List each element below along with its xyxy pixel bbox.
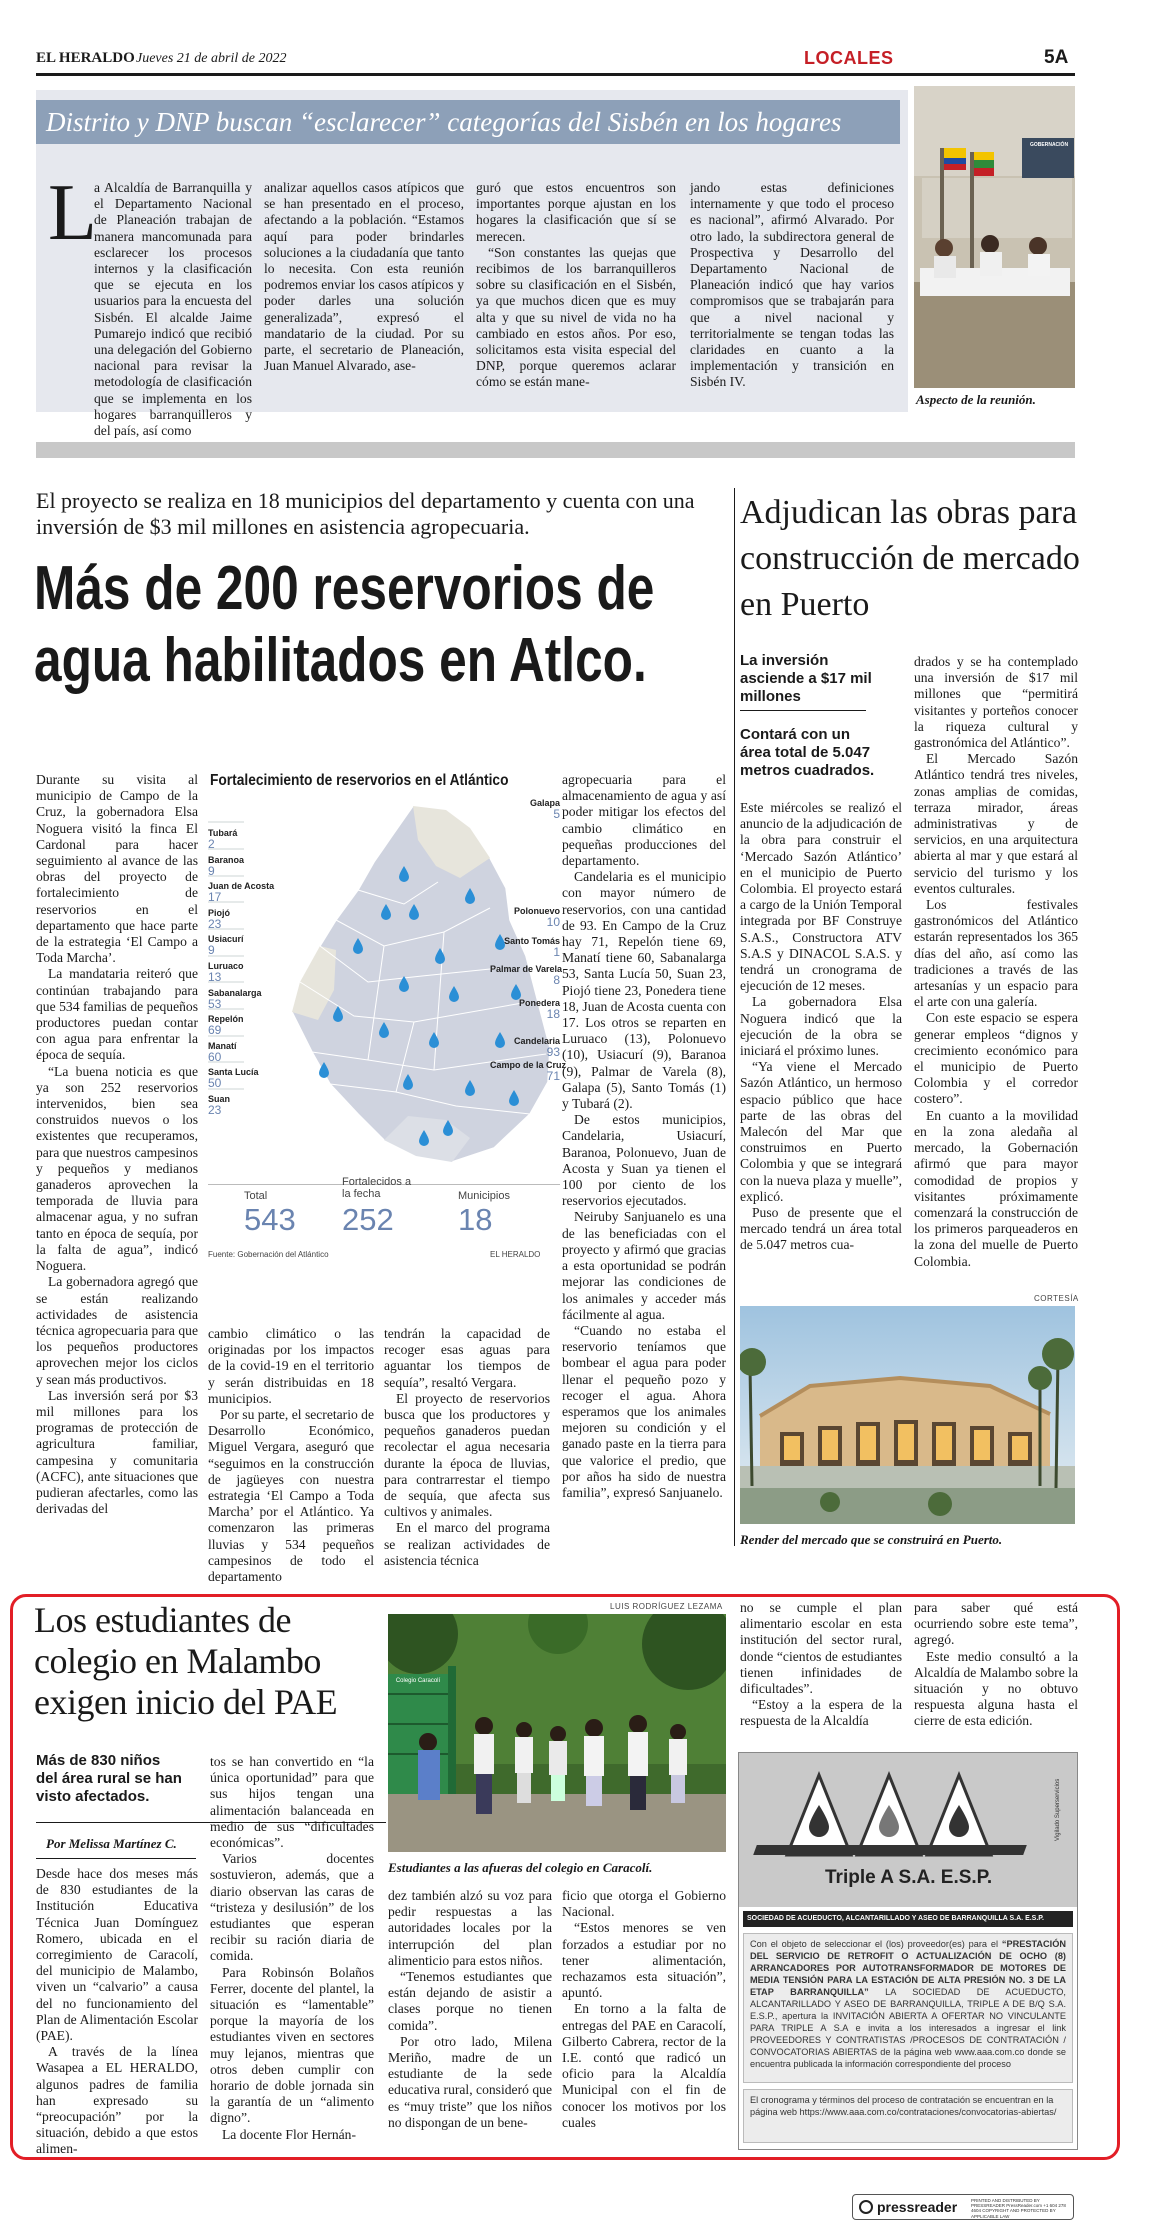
mercado-render	[740, 1306, 1075, 1524]
pae-col-2: tos se han convertido en “la única oportunidad” para que sus hijos tengan una alimentación balanceada en medio de sus “dificultades económicas”. Varios docentes sostuvieron, además, que a diario observan las caras de “tristeza y desilusión” de los estudiantes que esperan recibir su ración diaria de comida. Para Robinsón Bolaños Ferrer, docente del plantel, la situación es “lamentable” porque la mayoría de los estudiantes viven en sectores muy lejanos, mientras que otros deben cumplir con horario de doble jornada sin la garantía de un “alimento digno”. La docente Flor Hernán-	[210, 1754, 374, 2142]
graphic-mun-label: Municipios	[458, 1190, 510, 1202]
graphic-municipality	[208, 1014, 288, 1037]
pae-col-5: no se cumple el plan alimentario escolar en esta institución del sector rural, donde “cientos de estudiantes tienen infinidades de dificultades”. “Estoy a la espera de la respuesta de la Alcaldía	[740, 1600, 902, 1729]
aaa-side: Vigilado Superservicios	[1055, 1778, 1061, 1841]
graphic-municipality-name: Galapa	[529, 798, 560, 808]
graphic-municipality-name: Tubará	[208, 828, 238, 838]
mercado-col-1: Este miércoles se realizó el anuncio de la adjudicación de la obra para construir el ‘Mercado Sazón Atlántico’ en el municipio de Puerto Colombia. El proyecto estará a cargo de la Unión Temporal integrada por BF Construye S.A.S., Constructora ATV S.A.S y DINACOL S.A.S. y tendrá un cronograma de ejecución de 12 meses. La gobernadora Elsa Noguera indicó que la ejecución de la obra se iniciará el próximo lunes. “Ya viene el Mercado Sazón Atlántico, un hermoso espacio público que hace parte de las obras del Malecón del Mar que construimos en Puerto Colombia y que se integrará con la nueva plaza y muelle”, explicó. Puso de presente que el mercado tendrá un área total de 5.047 metros cua-	[740, 800, 902, 1253]
graphic-municipality-name: Sabanalarga	[208, 987, 262, 998]
reservorios-col-3: tendrán la capacidad de recoger esas aguas para aguantar los tiempos de sequía”, resaltó Vergara. El proyecto de reservorios busca que los productores y pequeños ganaderos puedan recolectar el agua necesaria durante la época de lluvias, para contrarrestar el tiempo de sequía, que afecta sus cultivos y animales. En el marco del programa se realizan actividades de asistencia técnica	[384, 1326, 550, 1568]
header-rule	[36, 73, 1075, 76]
graphic-municipality-value: 50	[208, 1076, 222, 1091]
graphic-fort: 252	[342, 1202, 394, 1237]
graphic-municipality-value: 9	[208, 863, 215, 878]
graphic-municipality-name: Usiacurí	[208, 934, 244, 945]
sisben-col-1: a Alcaldía de Barranquilla y el Departamento Nacional de Planeación trabajan de manera mancomunada para esclarecer los procesos internos y la clasificación que se ejecuta en los usuarios para la encuesta del Sisbén. El alcalde Jaime Pumarejo indicó que recibió una delegación del Gobierno nacional para revisar la metodología de clasificación que se implementa en los hogares barranquilleros y del país, así como	[94, 180, 252, 439]
reservorios-kicker: El proyecto se realiza en 18 municipios del departamento y cuenta con una inversión de $3 mil millones en asistencia agropecuaria.	[36, 488, 695, 539]
graphic-municipality-value: 23	[208, 1103, 222, 1117]
graphic-total-label: Total	[244, 1190, 268, 1202]
mercado-highlight-2: Contará con un área total de 5.047 metros cuadrados.	[740, 726, 875, 779]
pressreader-icon	[859, 2200, 873, 2214]
section-name: LOCALES	[804, 48, 894, 68]
aaa-notice: Con el objeto de seleccionar el (los) proveedor(es) para el “PRESTACIÓN DEL SERVICIO DE RETROFIT O ACTUALIZACIÓN DE OCHO (8) ARRANCADORES POR AUTOTRANSFORMADOR DE MOTORES DE MEDIA TENSIÓN PARA LA ESTACIÓN DE ALTA PRESIÓN NO. 3 DE LA ETAP BARRANQUILLA” LA SOCIEDAD DE ACUEDUCTO, ALCANTARILLADO Y ASEO DE BARRANQUILLA, TRIPLE A DE B/Q S.A. E.S.P., apertura la INVITACIÓN ABIERTA A OFERTAR NO VINCULANTE PARA TRIPLE A S.A e invita a los interesados a ingresar el link PROVEEDORES Y CONTRATISTAS /PROCESOS DE CONTRATACIÓN / CONVOCATORIAS ABIERTAS de la página web www.aaa.com.co donde se encuentra publicada la información correspondiente del proceso	[743, 1933, 1073, 2083]
graphic-municipality	[490, 1036, 560, 1059]
sisben-col-2: analizar aquellos casos atípicos que se han presentado en el proceso, afectando a la población. “Estamos aquí para poder brindarles soluciones a la ciudadanía que tanto lo necesita. Con esta reunión podremos enviar los casos atípicos y poder darles una solución generalizada”, expresó el mandatario de la ciudad. Por su parte, el secretario de Planeación, Juan Manuel Alvarado, ase-	[264, 180, 464, 374]
graphic-municipality-value: 23	[208, 916, 222, 931]
separator-bar	[36, 442, 1075, 458]
graphic-municipality-value: 17	[208, 890, 222, 905]
graphic-municipality	[490, 798, 560, 821]
graphic-municipality-value: 9	[208, 943, 215, 958]
masthead-date: Jueves 21 de abril de 2022	[136, 51, 287, 66]
graphic-municipality-name: Palmar de Varela	[490, 964, 563, 974]
graphic-municipality-value: 53	[208, 996, 222, 1011]
graphic-municipality	[490, 906, 560, 929]
graphic-municipality	[208, 1067, 288, 1090]
pae-photo-sign: Colegio Caracolí	[395, 1678, 441, 1684]
graphic-total: 543	[244, 1202, 296, 1237]
graphic-municipality-name: Santa Lucía	[208, 1067, 259, 1078]
graphic-municipality-name: Santo Tomás	[504, 936, 560, 946]
graphic-source: Fuente: Gobernación del Atlántico	[208, 1250, 329, 1259]
column-divider	[734, 488, 735, 1546]
graphic-municipality-name: Campo de la Cruz	[490, 1060, 567, 1070]
graphic-municipality	[208, 961, 288, 984]
sisben-col-4: jando estas definiciones internamente y que todo el proceso es nacional”, afirmó Alvarado. Por otro lado, la subdirectora general de Prospectiva y Desarrollo del Departamento Nacional de Planeación indicó que hay varios compromisos que se trabajarán para que a nivel nacional y territorialmente se tengan todas las claridades en cuanto a la implementación y transición en Sisbén IV.	[690, 180, 894, 390]
graphic-municipality-name: Juan de Acosta	[208, 881, 275, 892]
graphic-fort-label: Fortalecidos a la fecha	[342, 1176, 412, 1200]
sisben-title: Distrito y DNP buscan “esclarecer” categorías del Sisbén en los hogares	[46, 107, 842, 137]
graphic-municipality-value: 5	[553, 807, 560, 821]
mercado-credit: CORTESÍA	[1034, 1294, 1079, 1303]
mercado-col-2: drados y se ha contemplado una inversión de $17 mil millones que “permitirá visitantes y porteños conocer la riqueza cultural y gastronómica del Atlántico”. El Mercado Sazón Atlántico tendrá tres niveles, zonas amplias de comidas, terraza mirador, áreas administrativas y de servicios, en una arquitectura abierta al mar y que estará al servicio del turismo y los eventos culturales. Los festivales gastronómicos del Atlántico estarán representados los 365 días del año, así como las tradiciones a través de las artesanías y un espacio para el arte con una galería. Con este espacio se espera generar empleos “dignos y crecimiento económico para el municipio de Puerto Colombia y el corredor costero”. En cuanto a la movilidad en la zona aledaña al mercado, la Gobernación afirmó que para mayor comodidad de propios y visitantes próximamente comenzará la construcción de los primeros parqueaderos en la zona del muelle de Puerto Colombia.	[914, 654, 1078, 1269]
graphic-municipality	[208, 934, 288, 957]
graphic-municipality-value: 71	[546, 1069, 560, 1083]
pae-credit: LUIS RODRÍGUEZ LEZAMA	[610, 1602, 723, 1611]
graphic-municipality-name: Luruaco	[208, 961, 244, 971]
graphic-municipality	[490, 1060, 567, 1083]
graphic-municipality	[208, 988, 288, 1011]
graphic-municipality	[490, 936, 560, 959]
meeting-photo	[914, 86, 1075, 388]
reservorios-col-4: agropecuaria para el almacenamiento de agua y así poder mitigar los efectos del cambio climático en pequeñas producciones del departamento. Candelaria es el municipio con mayor número de reservorios, con una cantidad de 93. En Campo de la Cruz hay 71, Repelón tiene 69, Manatí tiene 60, Sabanalarga 53, Santa Lucía 50, Suan 23, Piojó tiene 23, Ponedera tiene 18, Juan de Acosta cuenta con 17. Los otros se reparten en Luruaco (13), Polonuevo (10), Usiacurí (9), Baranoa (9), Palmar de Varela (8), Galapa (5), Santo Tomás (1) y Tubará (2). De estos municipios, Candelaria, Usiacurí, Baranoa, Polonuevo, Juan de Acosta y Suan ya tienen el 100 por ciento de los reservorios ejecutados. Neiruby Sanjuanelo es una de las beneficiadas con el proyecto y afirmó que gracias a esta oportunidad se podrán mejorar las condiciones de los animales y acceder más fácilmente al agua. “Cuando no estaba el reservorio teníamos que bombear el agua para poder llenar el pequeño pozo y recoger el agua. Ahora esperamos que los animales mejoren su condición y el ganado paste en la tierra para que valorice el predio, que por años ha sido de nuestra familia”, expresó Sanjuanelo.	[562, 772, 726, 1500]
aaa-bar: SOCIEDAD DE ACUEDUCTO, ALCANTARILLADO Y ASEO DE BARRANQUILLA S.A. E.S.P.	[743, 1911, 1073, 1927]
graphic-municipality	[208, 1094, 288, 1117]
pae-title: Los estudiantes de colegio en Malambo exigen inicio del PAE	[34, 1600, 338, 1722]
meeting-sign: GOBERNACIÓN	[1030, 142, 1069, 148]
graphic-municipality-value: 18	[546, 1007, 560, 1021]
pae-col-3: dez también alzó su voz para pedir respuestas a las autoridades locales por la interrupción del plan alimenticio para estos niños. “Tenemos estudiantes que están dejando de asistir a clases porque no tienen comida”. Por otro lado, Milena Meriño, madre de un estudiante de la sede educativa rural, consideró que es “muy triste” que los niños no dispongan de un bene-	[388, 1888, 552, 2130]
pae-caption: Estudiantes a las afueras del colegio en Caracolí.	[388, 1860, 653, 1875]
graphic-municipality-value: 10	[546, 915, 560, 929]
graphic-brand: EL HERALDO	[490, 1250, 541, 1259]
masthead-paper: EL HERALDO	[36, 50, 135, 66]
graphic-municipality-value: 69	[208, 1023, 222, 1038]
pae-col-4: ficio que otorga el Gobierno Nacional. “Estos menores se ven forzados a estudiar por no tener alimentación, rechazamos esta situación”, apuntó. En torno a la falta de entregas del PAE en Caracolí, Gilberto Cabrera, rector de la I.E. contó que radicó un oficio para la Alcaldía Municipal con el fin de conocer los motivos por los cuales	[562, 1888, 726, 2130]
pae-photo	[388, 1614, 726, 1852]
graphic-municipality-value: 8	[553, 973, 560, 987]
mercado-highlight-1: La inversión asciende a $17 mil millones	[740, 652, 872, 705]
graphic-municipality-name: Repelón	[208, 1014, 244, 1025]
graphic-municipality	[208, 855, 288, 878]
graphic-municipality	[208, 828, 288, 851]
mercado-caption: Render del mercado que se construirá en Puerto.	[740, 1532, 1003, 1547]
pressreader-meta: PRINTED AND DISTRIBUTED BY PRESSREADER PressReader.com +1 604 278 4604 COPYRIGHT AND PROTECTED BY APPLICABLE LAW	[971, 2198, 1066, 2219]
reservorios-col-2: cambio climático o las originadas por los impactos de la covid-19 en el territorio y serán distribuidas en 18 municipios. Por su parte, el secretario de Desarrollo Económico, Miguel Vergara, aseguró que “seguimos en la construcción de jagüeyes con nuestra estrategia ‘El Campo a Toda Marcha’ por el Atlántico. Ya comenzaron las primeras lluvias y 534 pequeños campesinos de todo el departamento	[208, 1326, 374, 1585]
graphic-municipality-name: Candelaria	[513, 1036, 560, 1046]
graphic-municipality-value: 60	[208, 1049, 222, 1064]
pressreader-badge[interactable]	[852, 2194, 1074, 2220]
graphic-mun: 18	[458, 1202, 493, 1237]
graphic-municipality	[208, 881, 288, 904]
reservorios-col-1: Durante su visita al municipio de Campo de la Cruz, la gobernadora Elsa Noguera visitó la finca El Cardonal para hacer seguimiento al avance de las obras del proyecto de fortalecimiento de reservorios en el departamento que hace parte de la estrategia ‘El Campo a Toda Marcha’. La mandataria reiteró que continúan trabajando para que 534 familias de pequeños productores puedan contar con agua para enfrentar la época de sequía. “La buena noticia es que ya son 252 reservorios intervenidos, bien sea construidos nuevos o los existentes que recuperamos, para que nuestros campesinos y pequeños y medianos ganaderos aprovechen la temporada de lluvia para almacenar agua, y no sufran tanto en época de sequía, por la falta de agua”, indicó Noguera. La gobernadora agregó que se están realizando actividades de asistencia técnica agropecuaria para que los pequeños productores aprovechen mejor los ciclos y sean más productivos. Las inversión será por $3 mil millones para los programas de protección de agricultura familiar, campesina y comunitaria (ACFC), ante situaciones que pudieran afectarles, como las derivadas del	[36, 772, 198, 1517]
graphic-municipality-name: Ponedera	[518, 998, 560, 1008]
mercado-title: Adjudican las obras para construcción de mercado en Puerto	[740, 494, 1080, 623]
graphic-municipality-name: Manatí	[208, 1040, 237, 1051]
graphic-municipality	[208, 908, 288, 931]
graphic-municipality-name: Baranoa	[208, 854, 245, 865]
graphic-title: Fortalecimiento de reservorios en el Atlántico	[210, 772, 509, 789]
reservorios-title-1: Más de 200 reservorios de	[34, 554, 655, 623]
pae-col-1: Desde hace dos meses más de 830 estudiantes de la Institución Educativa Técnica Juan Domínguez Romero, ubicada en el corregimiento de Caracolí, del municipio de Malambo, viven un “calvario” a causa del no funcionamiento del Plan de Alimentación Escolar (PAE). A través de la línea Wasapea a EL HERALDO, algunos padres de familia han expresado su “preocupación” por la situación, debido a que estos alimen-	[36, 1866, 198, 2157]
graphic-municipality-name: Suan	[208, 1094, 231, 1104]
pae-col-6: para saber qué está ocurriendo sobre este tema”, agregó. Este medio consultó a la Alcaldía de Malambo sobre la situación y no obtuvo respuesta alguna hasta el cierre de esta edición.	[914, 1600, 1078, 1729]
meeting-caption: Aspecto de la reunión.	[916, 392, 1036, 407]
aaa-schedule: El cronograma y términos del proceso de contratación se encuentran en la página web https://www.aaa.com.co/contrataciones/convocatorias-abiertas/	[743, 2089, 1073, 2143]
graphic-municipality	[490, 964, 563, 987]
aaa-brand: Triple A S.A. E.S.P.	[825, 1867, 993, 1888]
graphic-municipality-value: 13	[208, 970, 222, 984]
graphic-municipality-value: 93	[546, 1045, 560, 1059]
graphic-municipality-value: 1	[553, 945, 560, 959]
graphic-municipality-value: 2	[208, 837, 215, 851]
reservorios-title-2: agua habilitados en Atlco.	[34, 626, 647, 695]
graphic-municipality	[490, 998, 560, 1021]
pae-byline: Por Melissa Martínez C.	[46, 1836, 177, 1851]
dropcap: L	[48, 169, 97, 257]
graphic-municipality	[208, 1041, 288, 1064]
pressreader-brand: pressreader	[877, 2199, 958, 2215]
sisben-col-3: guró que estos encuentros son importantes porque ajustan en los hogares la clasificación que sí se merecen. “Son constantes las quejas que recibimos de los barranquilleros sobre su clasificación en el Sisbén, ya que muchos dicen que es muy alta y que su nivel de vida no ha cambiado en estos años. Por eso, solicitamos esta visita especial del DNP, porque queremos aclarar cómo se están mane-	[476, 180, 676, 390]
page-number: 5A	[1044, 47, 1069, 68]
pae-highlight: Más de 830 niños del área rural se han visto afectados.	[36, 1752, 182, 1805]
aaa-ad	[738, 1752, 1078, 2150]
graphic-municipality-name: Piojó	[208, 907, 230, 918]
reservorios-graphic	[208, 770, 567, 1322]
aaa-logo-area	[739, 1753, 1077, 1907]
graphic-municipality-name: Polonuevo	[513, 906, 560, 916]
